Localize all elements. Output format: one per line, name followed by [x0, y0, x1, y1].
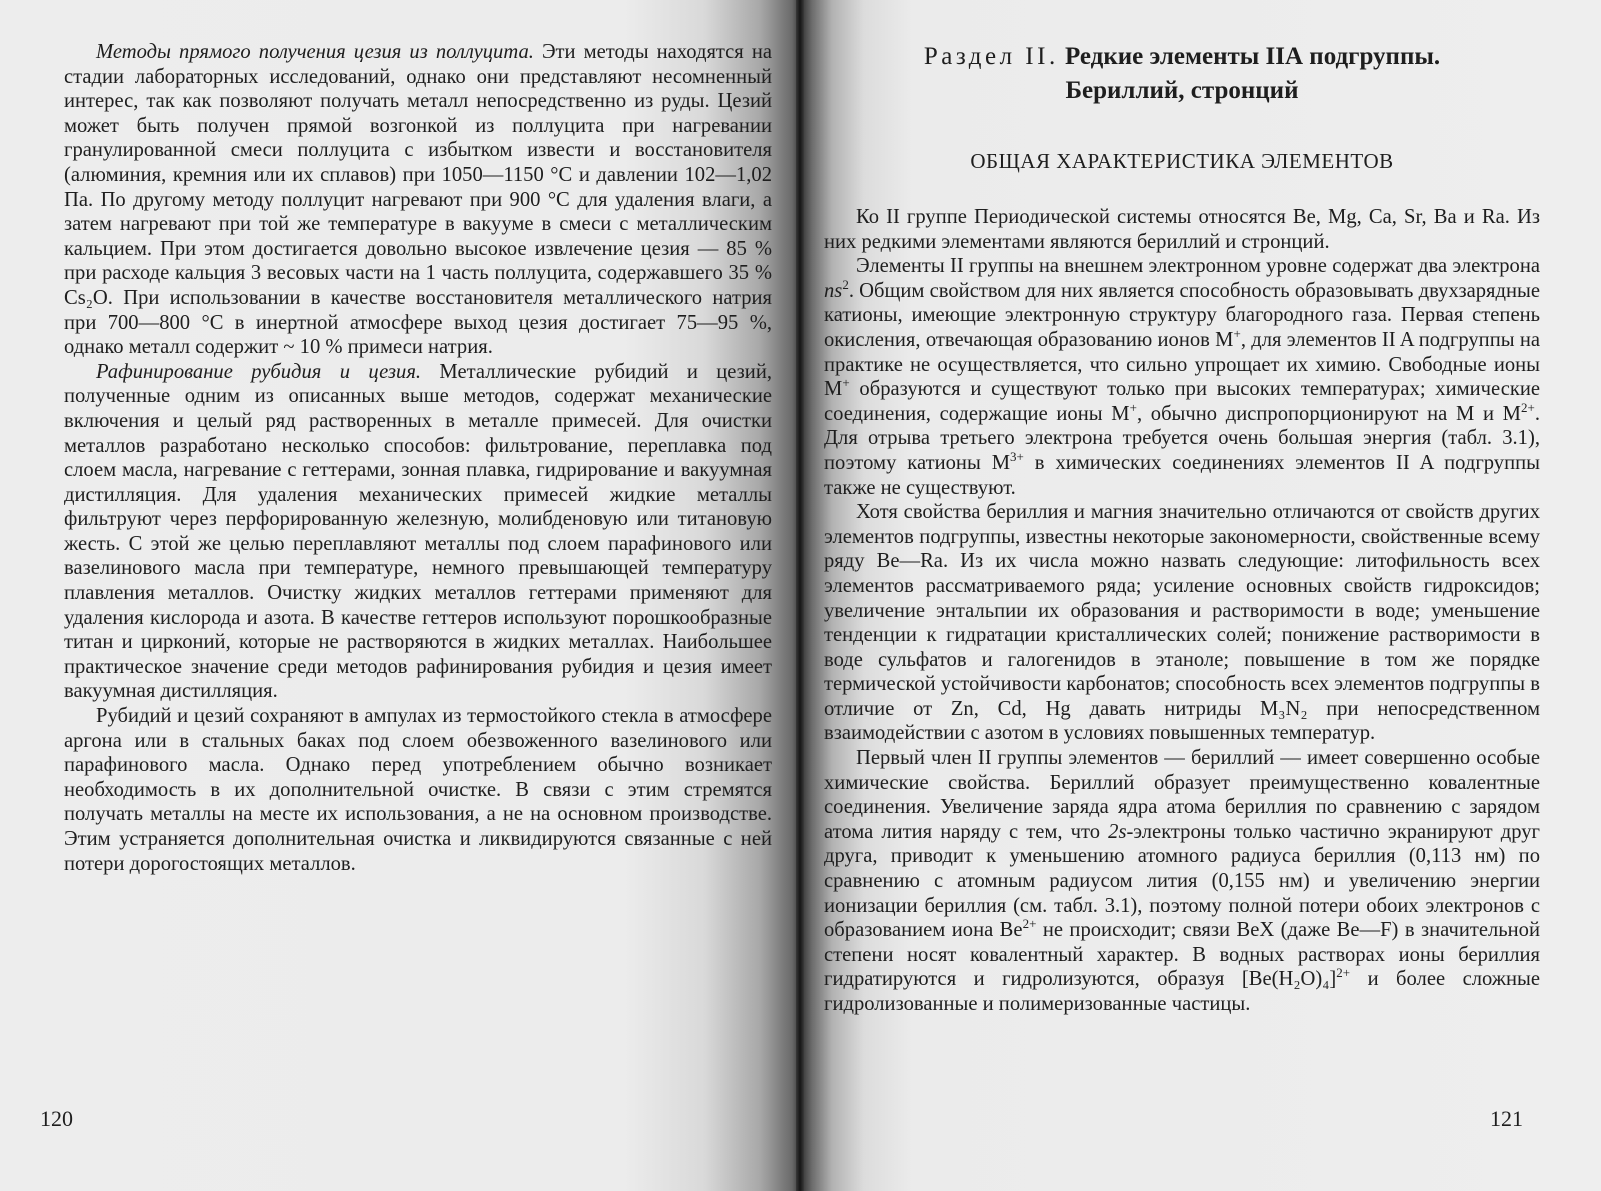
section-title-line1: Редкие элементы IIА подгруппы.: [1064, 43, 1441, 70]
paragraph-direct-extraction: [64, 40, 772, 360]
book-spine: [796, 0, 804, 1191]
superscript: +: [1233, 325, 1241, 341]
text-run: образуются и существуют только при высоких температурах; химические соединения, содержащие ионы M: [824, 378, 1540, 425]
paragraph-electron-structure: [824, 254, 1540, 500]
paragraph-beryllium: [824, 746, 1540, 1017]
text-run: . Общим свойством для них является способность образовывать двухзарядные катионы, имеющие электронную структуру благородного газа. Первая степень окисления, отвечающая образованию ионов M: [824, 279, 1540, 351]
left-page: [0, 0, 800, 1191]
text-run: Элементы II группы на внешнем электронном уровне содержат два электрона: [856, 255, 1540, 278]
left-page-text: [64, 40, 772, 876]
superscript: 2+: [1022, 916, 1037, 932]
paragraph-text: Эти методы находятся на стадии лабораторных исследований, однако они представляют несомненный интерес, так как позволяют получать металл непосредственно из руды. Цезий может быть получен прямой возгонкой из поллуцита при нагревании гранулированной смеси поллуцита с избытком извести и восстановителя (алюминия, кремния или их сплавов) при 1050—1150 °С и давлении 102—1,02 Па. По другому методу поллуцит нагревают при 900 °С для удаления влаги, а затем нагревают при той же температуре в вакууме в смеси с металлическим кальцием. При этом достигается довольно высокое извлечение цезия — 85 % при расходе кальция 3 весовых части на 1 часть поллуцита, содержавшего 35 % Cs₂O. При использовании в качестве восстановителя металлического натрия при 700—800 °С в инертной атмосфере выход цезия достигает 75—95 %, однако металл содержит ~ 10 % примеси натрия.: [64, 41, 772, 359]
text-run: и более сложные гидролизованные и полимеризованные частицы.: [824, 968, 1540, 1015]
text-run: , обычно диспропорционируют на M и M: [1136, 402, 1521, 425]
run-in-heading: Методы прямого получения цезия из поллуцита.: [96, 41, 534, 63]
paragraph-group-members: Ко II группе Периодической системы относятся Be, Mg, Ca, Sr, Ba и Ra. Из них редкими элементами являются бериллий и стронций.: [824, 206, 1540, 253]
paragraph-text: Металлические рубидий и цезий, полученные одним из описанных выше методов, содержат механические включения и целый ряд растворенных в металле примесей. Для очистки металлов разработано несколько способов: фильтрование, переплавка под слоем масла, нагревание с геттерами, зонная плавка, гидрирование и вакуумная дистилляция. Для удаления механических примесей жидкие металлы фильтруют через перфорированную железную, молибденовую или титановую жесть. С этой же целью переплавляют металлы под слоем парафинового или вазелинового масла при температуре, немного превышающей температуру плавления металлов. Очистку жидких металлов геттерами применяют для удаления кислорода и азота. В качестве геттеров используют порошкообразные титан и цирконий, которые не растворяются в жидких металлах. Наибольшее практическое значение среди методов рафинирования рубидия и цезия имеет вакуумная дистилляция.: [64, 360, 772, 703]
page-number: 120: [40, 1106, 73, 1131]
superscript: +: [842, 375, 850, 391]
section-title: [824, 40, 1540, 108]
run-in-heading: Рафинирование рубидия и цезия.: [96, 360, 422, 383]
text-run: в химических соединениях элементов II A подгруппы также не существуют.: [824, 451, 1540, 499]
paragraph-regularities: Хотя свойства бериллия и магния значительно отличаются от свойств других элементов подгруппы, известны некоторые закономерности, свойственные всему ряду Be—Ra. Из их числа можно назвать следующие: литофильность всех элементов рассматриваемого ряда; усиление основных свойств гидроксидов; увеличение энтальпии их образования и растворимости в воде; уменьшение тенденции к гидратации кристаллических солей; понижение растворимости в воде сульфатов и галогенидов в этаноле; повышение в том же порядке термической устойчивости карбонатов; способность всех элементов подгруппы в отличие от Zn, Cd, Hg давать нитриды M₃N₂ при непосредственном взаимодействии с азотом в условиях повышенных температур.: [824, 501, 1540, 745]
formula-2s: 2s: [1108, 820, 1127, 843]
superscript: +: [1129, 399, 1137, 415]
text-run: , для элементов II A подгруппы на практике не осуществляется, что сильно упрощает их химию. Свободные ионы M: [824, 328, 1540, 401]
page-number: 121: [1490, 1106, 1523, 1131]
superscript: 3+: [1010, 448, 1024, 464]
text-run: Первый член II группы элементов — бериллий — имеет совершенно особые химические свойства. Бериллий образует преимущественно ковалентные соединения. Увеличение заряда ядра атома бериллия по сравнению с зарядом атома лития наряду с тем, что: [824, 747, 1540, 843]
section-label: Раздел II.: [923, 43, 1059, 70]
formula-ns: ns: [824, 279, 843, 302]
text-run: -электроны только частично экранируют друг друга, приводит к уменьшению атомного радиуса бериллия (0,113 нм) по сравнению с атомным радиусом лития (0,155 нм) и увеличению энергии ионизации бериллия (см. табл. 3.1), поэтому полной потери обоих электронов с образованием иона Be: [824, 820, 1540, 942]
text-run: не происходит; связи BeX (даже Be—F) в значительной степени носят ковалентный характер. В водных растворах ионы бериллия гидратируются и гидролизуются, образуя [Be(H₂O)₄]: [824, 919, 1541, 991]
superscript: 2: [842, 276, 849, 292]
superscript: 2+: [1521, 399, 1535, 415]
section-title-line2: Бериллий, стронций: [1065, 77, 1299, 104]
right-page: [800, 0, 1601, 1191]
text-run: . Для отрыва третьего электрона требуется очень большая энергия (табл. 3.1), поэтому катионы M: [824, 402, 1540, 474]
paragraph-storage: Рубидий и цезий сохраняют в ампулах из термостойкого стекла в атмосфере аргона или в стальных баках под слоем обезвоженного вазелинового или парафинового масла. Однако перед употреблением обычно возникает необходимость в их дополнительной очистке. В связи с этим стремятся получать металлы на месте их использования, а не на основном производстве. Этим устраняется дополнительная очистка и ликвидируются связанные с ней потери дорогостоящих металлов.: [64, 705, 772, 875]
superscript: 2+: [1336, 965, 1351, 981]
right-page-text: [824, 205, 1540, 1017]
paragraph-refining: [64, 360, 772, 704]
chapter-title: ОБЩАЯ ХАРАКТЕРИСТИКА ЭЛЕМЕНТОВ: [970, 149, 1394, 173]
